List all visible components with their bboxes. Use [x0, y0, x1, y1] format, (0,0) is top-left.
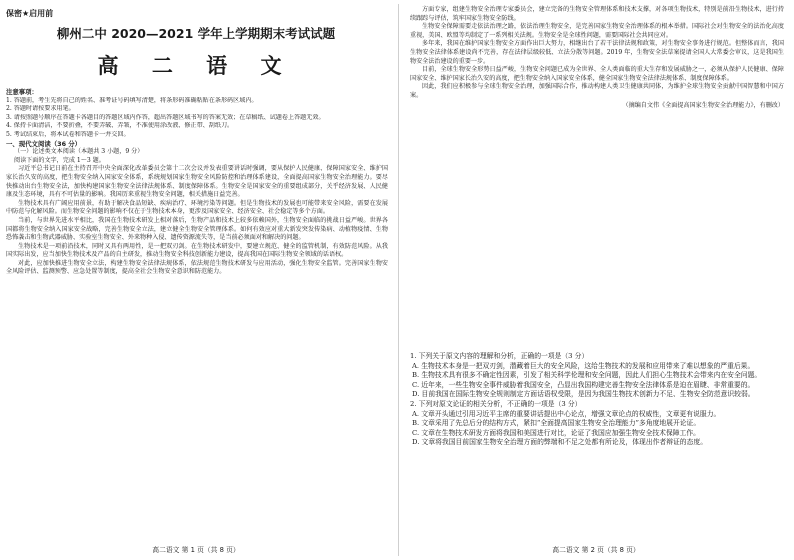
article-paragraph: 习近平总书记日前在主持召开中央全面深化改革委员会第十二次会议并发表重要讲话时强调，要从保护人民健康、保障国家安全、维护国家长治久安的高度，把生物安全纳入国家安全体系，系统规划国家生物安全风险防控和治理体系建设，全面提高国家生物安全治理能力。要尽快推动出台生物安全法，加快构建国家生物安全法律法规体系、制度保障体系。生物安全是国家安全的重要组成部分，关乎经济发展、人民健康及生态环境，具有不可估量的影响。我国历来重视生物安全问题，相关措施日益完善。 — [6, 165, 388, 199]
section-instruction: 阅读下面的文字，完成 1～3 题。 — [14, 156, 105, 164]
exam-title: 柳州二中 2020—2021 学年上学期期末考试试题 — [56, 26, 336, 41]
note-item: 5. 考试结束后，将本试卷和答题卡一并交回。 — [6, 130, 130, 138]
article-paragraph: 对此，应加快推进生物安全立法，构建生物安全法律法规体系，依法规范生物技术研发与应用活动，强化生物安全监管。完善国家生物安全风险评估、监测预警、应急处置等制度，提高全社会生物安全意识和防范能力。 — [6, 259, 388, 276]
section-subtitle: （一）论述类文本阅读（本题共 3 小题，9 分） — [14, 148, 144, 156]
notes-list — [6, 97, 388, 140]
article-paragraph: 当前，与世界先进水平相比，我国在生物技术研发上相对落后，生物产品和技术上较多依赖国外，生物安全面临的挑战日益严峻。世界各国都将生物安全纳入国家安全战略，完善生物安全立法，建立健全生物安全管理体系。如何有效应对重大新发突发传染病、动植物疫情、生物恐怖袭击和生物武器威胁、实验室生物安全、外来物种入侵、遗传资源流失等，是当前必须面对和解决的问题。 — [6, 216, 388, 242]
note-item: 1. 答题前，考生先将自己的姓名、准考证号码填写清楚，将条形码准确粘贴在条形码区域内。 — [6, 96, 258, 104]
article-paragraph: 生物安全保障需要走依法治理之路，依法治理生物安全，是完善国家生物安全治理体系的根本举措。国际社会对生物安全的法治化高度重视，美国、欧盟等均制定了一系列相关法规。生物安全是全球性问题，需要国际社会共同应对。 — [410, 23, 784, 39]
article-paragraph: 生物技术是一项前沿技术，同时又具有两用性，是一把双刃剑。在生物技术研发中，要建立规范、健全的监管机制，有效防范风险。从我国实际出发，应当加快生物技术及产品的自主研发，推动生物安全科技创新能力建设，提高我国在国际生物安全领域的话语权。 — [6, 242, 388, 259]
source-note: （摘编自文伟《全面提高国家生物安全治理能力》，有删改） — [622, 101, 784, 109]
answer-option: C. 文章在生物技术研发方面将我国和美国进行对比，论证了我国应加强生物安全技术保障工作。 — [412, 428, 700, 437]
article-continued — [410, 6, 784, 112]
answer-option: C. 近年来，一些生物安全事件威胁着我国安全，凸显出我国构建完善生物安全法律体系是迫在眉睫、非常重要的。 — [412, 380, 755, 389]
answer-option: D. 文章将我国目前国家生物安全治理方面的弊端和不足之处都有所论及，体现出作者辩证的态度。 — [412, 438, 707, 447]
answer-option: D. 目前我国在国际生物安全规则制定方面话语权受限，是因为我国生物技术创新力不足、生物安全防范意识较弱。 — [412, 390, 755, 399]
question-stem: 1. 下列关于原文内容的理解和分析，正确的一项是（3 分） — [410, 352, 589, 360]
article-paragraph: 方面专家，组建生物安全治理专家委员会，建立完备的生物安全管理体系和技术支撑，对各项生物技术，特别是前沿生物技术，进行持续跟踪与评估，筑牢国家生物安全防线。 — [410, 6, 784, 22]
answer-option: B. 文章采用了先总后分的结构方式，紧扣“全面提高国家生物安全治理能力”多角度地展开论证。 — [412, 419, 701, 428]
secret-label: 保密★启用前 — [6, 9, 54, 18]
question-stem: 2. 下列对原文论证的相关分析，不正确的一项是（3 分） — [410, 399, 582, 408]
article-paragraph: 生物技术具有广阔应用前景，有助于解决食品短缺、疾病治疗、环境污染等问题。但是生物技术的发展也可能带来安全风险，需要在发展中防范与化解风险。而生物安全问题的影响不仅在于生物技术本身，更涉及国家安全、经济安全、社会稳定等多个方面。 — [6, 199, 388, 216]
page-footer: 高二语文 第 2 页（共 8 页） — [552, 546, 640, 554]
answer-option: B. 生物技术具有很多不确定性因素，引发了相关科学伦理和安全问题，因此人们担心生物技术会带来内在安全问题。 — [412, 371, 762, 380]
article-paragraph: 目前，全球生物安全形势日益严峻，生物安全问题已成为全世界、全人类面临的重大生存和发展威胁之一，必须从保护人民健康、保障国家安全、维护国家长治久安的高度，把生物安全纳入国家安全体系，健全国家生物安全法律法规体系、制度保障体系。 — [410, 66, 784, 82]
answer-option: A. 文章开头通过引用习近平主席的重要讲话提出中心论点，增强文章论点的权威性，文章更有说服力。 — [412, 409, 721, 418]
subject-title: 高 二 语 文 — [97, 54, 295, 78]
note-item: 2. 答题时请按要求用笔。 — [6, 105, 75, 113]
article-paragraph: 因此，我们应积极参与全球生物安全治理，加强国际合作，推动构建人类卫生健康共同体，为维护全球生物安全贡献中国智慧和中国方案。 — [410, 83, 784, 99]
answer-option: A. 生物技术本身是一把双刃剑，潜藏着巨大的安全风险，这给生物技术的发展和应用带来了难以想象的严重后果。 — [412, 361, 755, 370]
note-item: 3. 请按照题号顺序在答题卡各题目的答题区域内作答，超出答题区域书写的答案无效；在草稿纸、试题卷上答题无效。 — [6, 113, 325, 121]
page-1 — [0, 0, 392, 560]
page-divider — [398, 4, 399, 556]
page-2 — [404, 0, 788, 560]
notes-block — [6, 88, 388, 277]
notes-heading: 注意事项： — [6, 88, 38, 96]
section-title: 一、现代文阅读（36 分） — [6, 139, 82, 148]
questions-block — [410, 352, 784, 448]
note-item: 4. 保持卡面清洁，不要折叠，不要弄破、弄皱，不准使用涂改液、修正带、刮纸刀。 — [6, 122, 234, 130]
page-footer: 高二语文 第 1 页（共 8 页） — [152, 546, 240, 554]
article-paragraph: 多年来，我国在维护国家生物安全方面作出巨大努力，相继出台了若干法律法规和政策，对生物安全事务进行规范。但整体而言，我国生物安全法律体系建设尚不完善，存在法律层级较低、立法分散等问题。2019 年，生物安全法草案提请全国人大常委会审议，这是我国生物安全法治建设的重要一步。 — [410, 40, 784, 65]
